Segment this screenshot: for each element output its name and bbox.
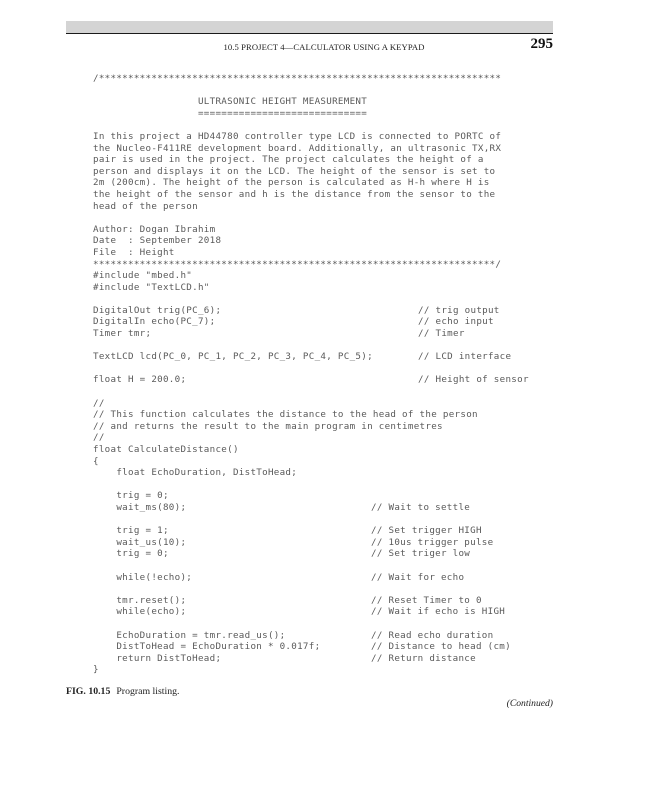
page-top-band [66, 21, 553, 33]
code-text: wait_us(10); [93, 536, 187, 548]
code-comment: // Read echo duration [371, 629, 494, 641]
continued-note: (Continued) [506, 698, 553, 709]
code-text: DistToHead = EchoDuration * 0.017f; [93, 641, 321, 653]
figure-caption-text: Program listing. [116, 686, 180, 697]
code-line [93, 316, 573, 328]
code-line [93, 606, 573, 618]
code-line: float EchoDuration, DistToHead; [93, 467, 298, 479]
code-line [93, 351, 573, 363]
code-comment: // Timer [418, 328, 465, 340]
code-text: while(echo); [93, 606, 187, 618]
running-head: 10.5 PROJECT 4—CALCULATOR USING A KEYPAD [223, 42, 425, 52]
code-line [93, 374, 573, 386]
code-line: #include "TextLCD.h" [93, 281, 210, 293]
code-line: float CalculateDistance() [93, 444, 239, 455]
code-text: trig = 1; [93, 525, 169, 537]
code-comment: // Height of sensor [418, 374, 529, 386]
header-rule [66, 33, 553, 34]
code-comment: // LCD interface [418, 351, 512, 363]
code-comment: // Set trigger HIGH [371, 525, 482, 537]
code-line [93, 548, 573, 560]
code-line [93, 328, 573, 340]
figure-label: FIG. 10.15 [66, 686, 111, 697]
code-line: the height of the sensor and h is the distance from the sensor to the [93, 188, 496, 200]
code-line [93, 305, 573, 317]
code-line: // This function calculates the distance to the head of the person [93, 409, 478, 421]
code-comment: // Reset Timer to 0 [371, 594, 482, 606]
code-line: 2m (200cm). The height of the person is calculated as H-h where H is [93, 177, 490, 189]
code-line [93, 595, 573, 607]
code-comment: // Wait if echo is HIGH [371, 606, 506, 618]
code-comment: // echo input [418, 316, 494, 328]
code-comment: // 10us trigger pulse [371, 536, 494, 548]
code-line [93, 537, 573, 549]
code-line: pair is used in the project. The project calculates the height of a [93, 154, 484, 166]
code-line: // and returns the result to the main program in centimetres [93, 420, 443, 432]
code-line: } [93, 664, 99, 676]
code-line: Date : September 2018 [93, 235, 222, 247]
code-line: // [93, 397, 105, 409]
code-text: float H = 200.0; [93, 374, 187, 386]
code-text: EchoDuration = tmr.read_us(); [93, 629, 286, 641]
code-line [93, 641, 573, 653]
code-line: /********************************************************************* [93, 73, 502, 84]
code-comment: // Distance to head (cm) [371, 641, 511, 653]
code-line: trig = 0; [93, 490, 169, 502]
code-comment: // trig output [418, 304, 500, 316]
code-line [93, 653, 573, 665]
code-text: TextLCD lcd(PC_0, PC_1, PC_2, PC_3, PC_4, PC_5); [93, 351, 373, 363]
code-text: trig = 0; [93, 548, 169, 560]
code-comment: // Set triger low [371, 548, 471, 560]
code-line: head of the person [93, 200, 198, 212]
code-text: DigitalIn echo(PC_7); [93, 316, 216, 328]
code-text: Timer tmr; [93, 328, 152, 340]
code-text: wait_ms(80); [93, 501, 187, 513]
code-line: Author: Dogan Ibrahim [93, 223, 216, 235]
code-line: ULTRASONIC HEIGHT MEASUREMENT [93, 96, 368, 108]
code-line: { [93, 455, 99, 467]
program-listing [93, 73, 573, 676]
figure-caption [66, 686, 180, 697]
code-line: the Nucleo-F411RE development board. Additionally, an ultrasonic TX,RX [93, 142, 502, 154]
code-line [93, 572, 573, 584]
code-line: person and displays it on the LCD. The height of the sensor is set to [93, 165, 496, 177]
code-line: *********************************************************************/ [93, 258, 502, 270]
page-number: 295 [530, 36, 553, 52]
code-text: return DistToHead; [93, 652, 222, 664]
code-text: while(!echo); [93, 571, 193, 583]
code-text: tmr.reset(); [93, 594, 187, 606]
code-line: #include "mbed.h" [93, 270, 193, 282]
code-line: // [93, 432, 105, 444]
code-line: In this project a HD44780 controller type LCD is connected to PORTC of [93, 130, 502, 142]
code-line [93, 502, 573, 514]
code-line: File : Height [93, 246, 175, 258]
code-comment: // Return distance [371, 652, 476, 664]
code-line: ============================= [93, 107, 368, 119]
code-line [93, 525, 573, 537]
code-comment: // Wait for echo [371, 571, 465, 583]
code-text: DigitalOut trig(PC_6); [93, 304, 222, 316]
code-line [93, 630, 573, 642]
code-comment: // Wait to settle [371, 501, 471, 513]
